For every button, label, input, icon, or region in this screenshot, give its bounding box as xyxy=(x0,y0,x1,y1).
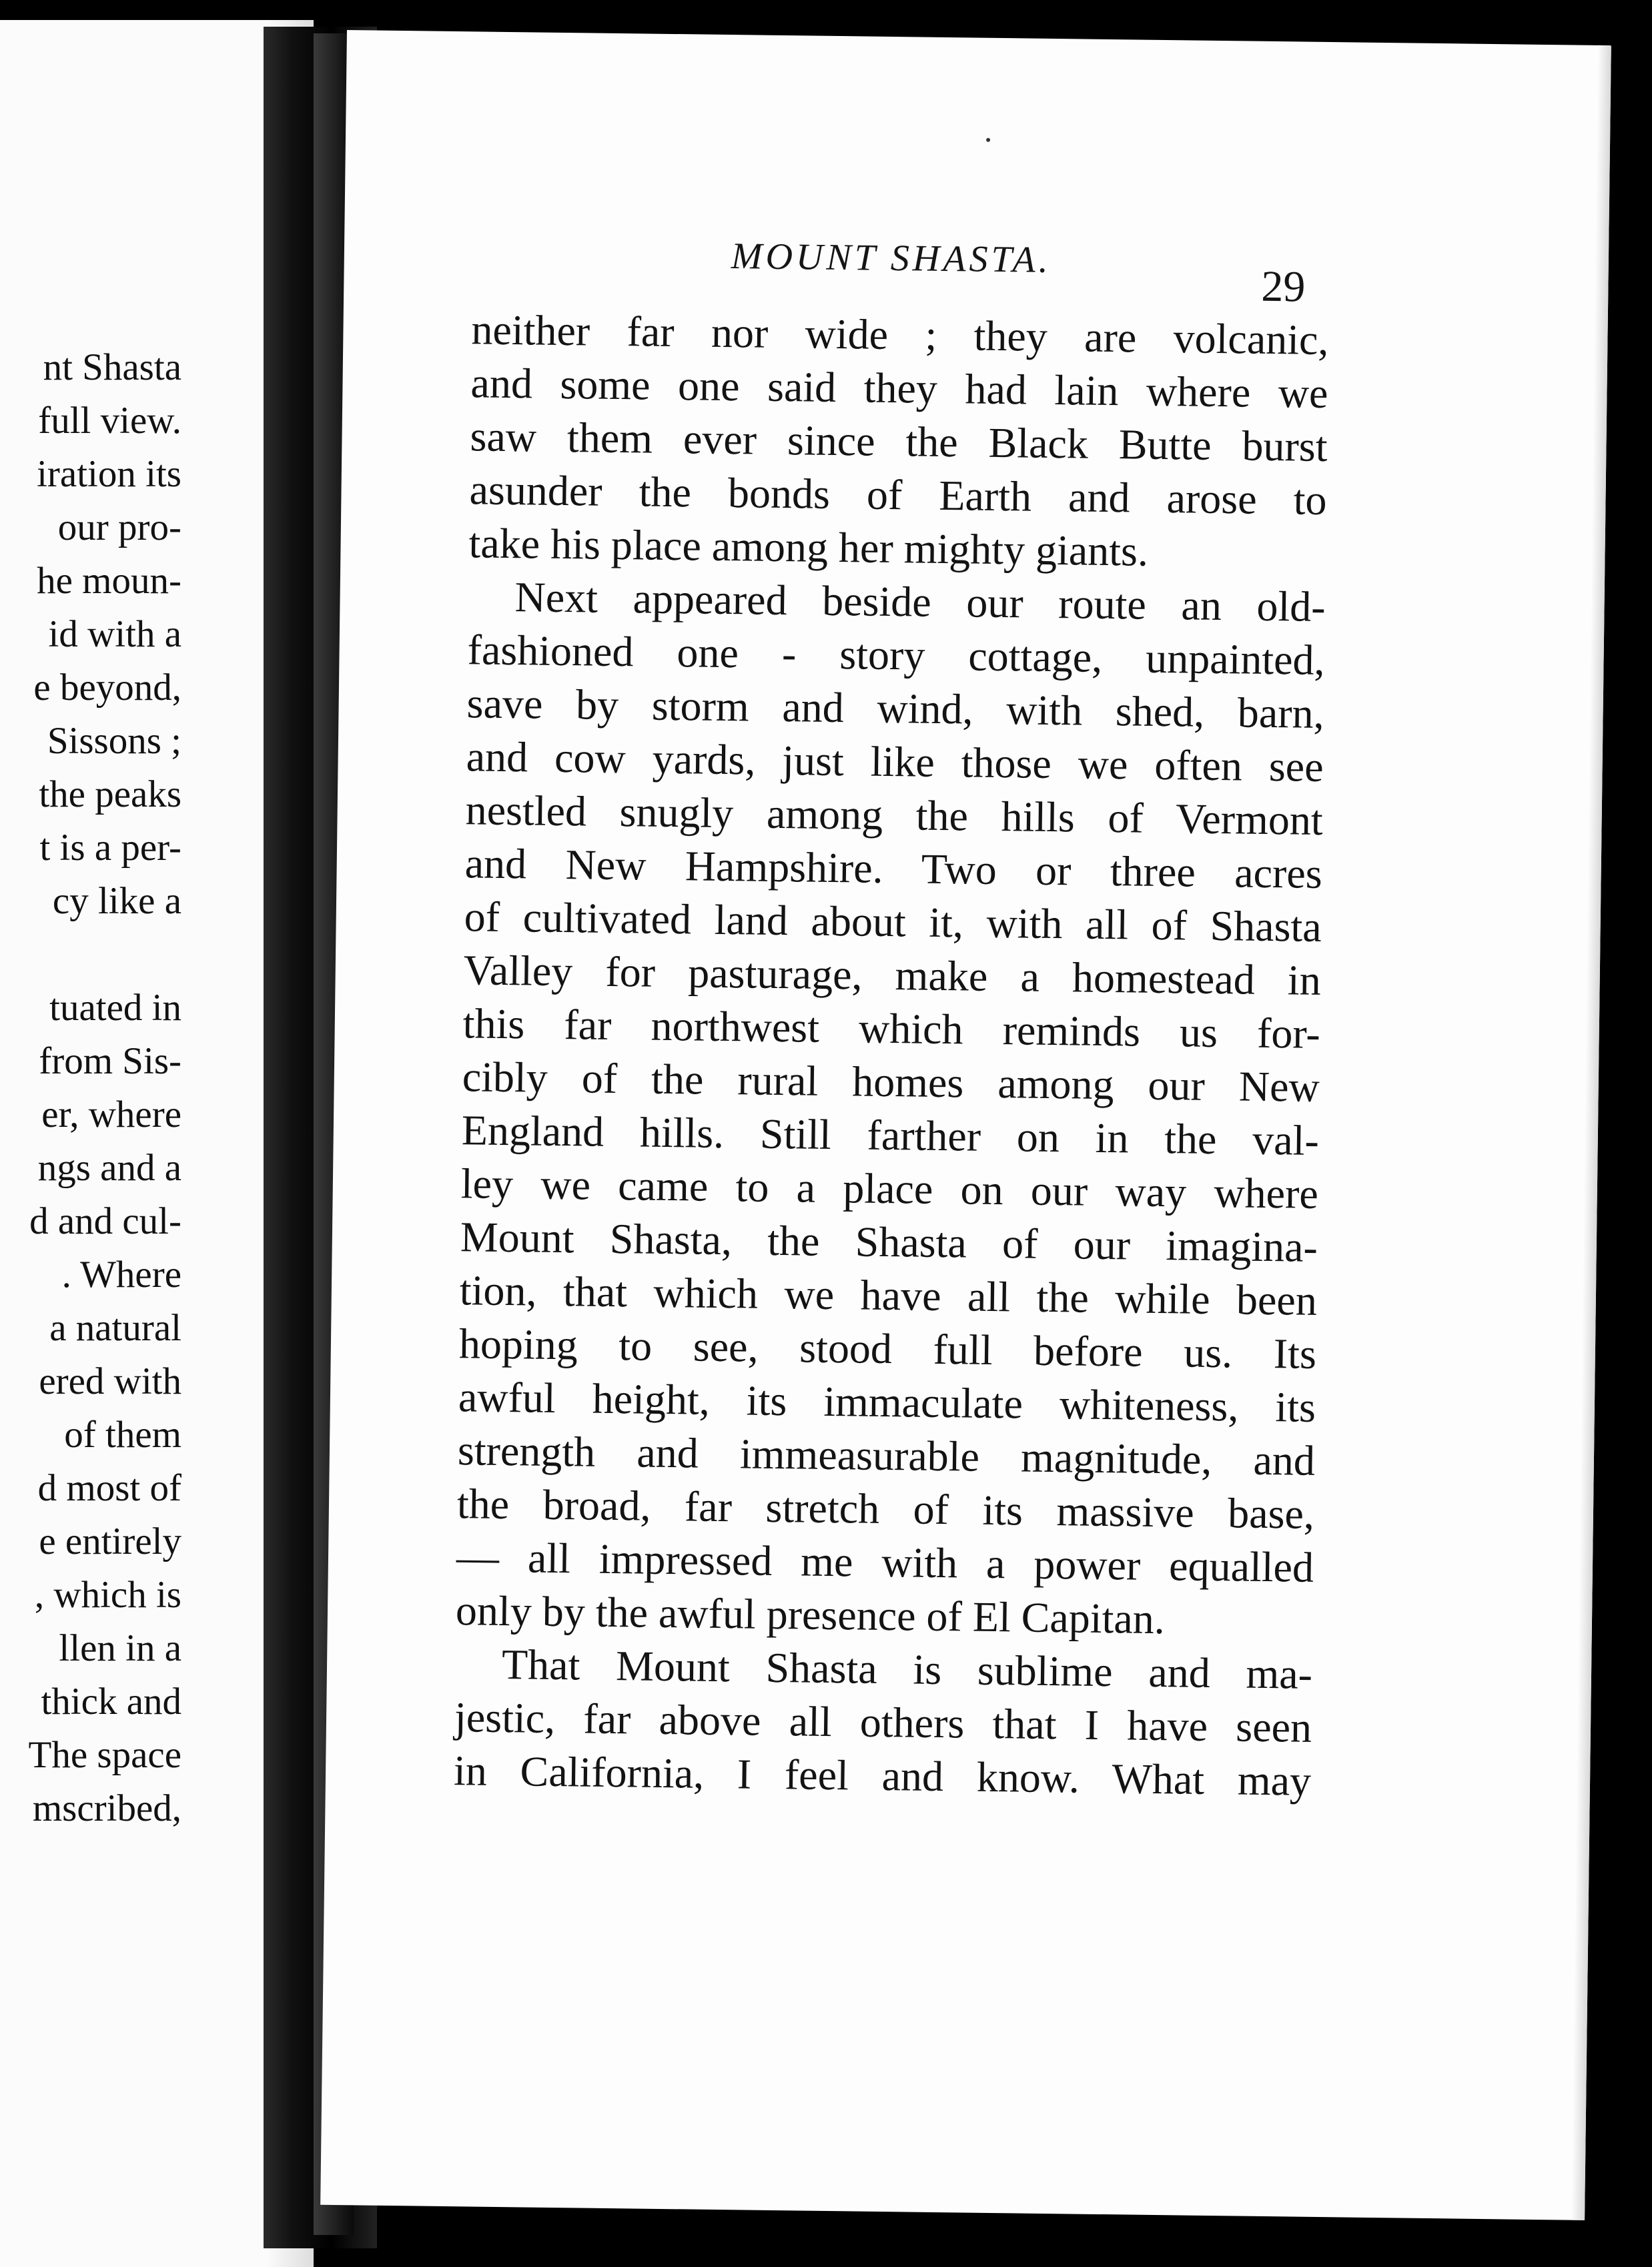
page-number: 29 xyxy=(1260,262,1306,312)
left-line: llen in a xyxy=(59,1627,181,1669)
text-line: awful height, its immaculate whiteness, its xyxy=(458,1373,1316,1431)
text-line: hoping to see, stood full before us. Its xyxy=(458,1320,1317,1378)
left-line: he moun- xyxy=(37,560,181,602)
left-line: Sissons ; xyxy=(47,720,181,762)
text-line: of cultivated land about it, with all of Shasta xyxy=(464,893,1322,951)
text-line: Valley for pasturage, make a homestead in xyxy=(463,946,1322,1004)
left-line: cy like a xyxy=(52,880,181,922)
text-line: asunder the bonds of Earth and arose to xyxy=(469,466,1327,524)
text-line: strength and immeasurable magnitude, and xyxy=(457,1426,1316,1484)
left-line: , which is xyxy=(34,1574,181,1616)
left-line: e entirely xyxy=(39,1520,181,1562)
text-line: — all impressed me with a power equalled xyxy=(456,1533,1314,1591)
left-line: ngs and a xyxy=(37,1147,181,1189)
left-line: our pro- xyxy=(57,506,181,548)
left-line: The space xyxy=(28,1734,181,1776)
text-line: the broad, far stretch of its massive base, xyxy=(456,1480,1315,1538)
text-line: England hills. Still farther on in the val- xyxy=(461,1106,1320,1164)
text-line: fashioned one - story cottage, unpainted, xyxy=(467,626,1326,684)
left-line: iration its xyxy=(37,453,181,495)
body-text xyxy=(320,30,1611,2220)
text-line: cibly of the rural homes among our New xyxy=(462,1053,1320,1111)
running-head: MOUNT SHASTA. xyxy=(731,236,1052,281)
left-line: nt Shasta xyxy=(43,346,181,388)
text-line: save by storm and wind, with shed, barn, xyxy=(466,679,1325,737)
text-line: That Mount Shasta is sublime and ma- xyxy=(501,1641,1313,1698)
left-line: t is a per- xyxy=(39,827,181,869)
left-line: e beyond, xyxy=(33,666,181,709)
text-line: saw them ever since the Black Butte burst xyxy=(470,412,1328,470)
left-line: . Where xyxy=(61,1254,181,1296)
left-line: d most of xyxy=(37,1467,181,1509)
left-line: full view. xyxy=(38,400,181,442)
left-line: id with a xyxy=(48,613,181,655)
text-line: jestic, far above all others that I have seen xyxy=(454,1693,1312,1751)
text-line: tion, that which we have all the while been xyxy=(459,1266,1318,1324)
text-line: only by the awful presence of El Capitan. xyxy=(455,1586,1166,1643)
text-line: and some one said they had lain where we xyxy=(470,359,1328,418)
speck xyxy=(986,138,990,142)
text-line: neither far nor wide ; they are volcanic, xyxy=(471,306,1329,364)
left-line: mscribed, xyxy=(32,1787,181,1829)
left-line: d and cul- xyxy=(29,1200,181,1242)
left-line: the peaks xyxy=(39,773,181,815)
right-page xyxy=(320,30,1611,2220)
text-line: Next appeared beside our route an old- xyxy=(514,573,1326,630)
left-line: ered with xyxy=(39,1360,181,1402)
left-line: from Sis- xyxy=(39,1040,181,1082)
text-line: in California, I feel and know. What may xyxy=(453,1747,1312,1805)
text-line: nestled snugly among the hills of Vermont xyxy=(465,786,1324,844)
left-line: a natural xyxy=(49,1307,181,1349)
left-line: er, where xyxy=(41,1093,181,1136)
text-line: and cow yards, just like those we often see xyxy=(466,733,1324,791)
text-line: ley we came to a place on our way where xyxy=(460,1160,1319,1218)
text-line: and New Hampshire. Two or three acres xyxy=(464,839,1323,897)
left-line: of them xyxy=(64,1414,181,1456)
text-line: this far northwest which reminds us for- xyxy=(462,999,1321,1057)
left-line: tuated in xyxy=(49,987,181,1029)
text-line: Mount Shasta, the Shasta of our imagina- xyxy=(460,1213,1318,1271)
text-line: take his place among her mighty giants. xyxy=(468,519,1149,575)
left-line: thick and xyxy=(41,1681,181,1723)
left-page-text xyxy=(0,20,181,2267)
